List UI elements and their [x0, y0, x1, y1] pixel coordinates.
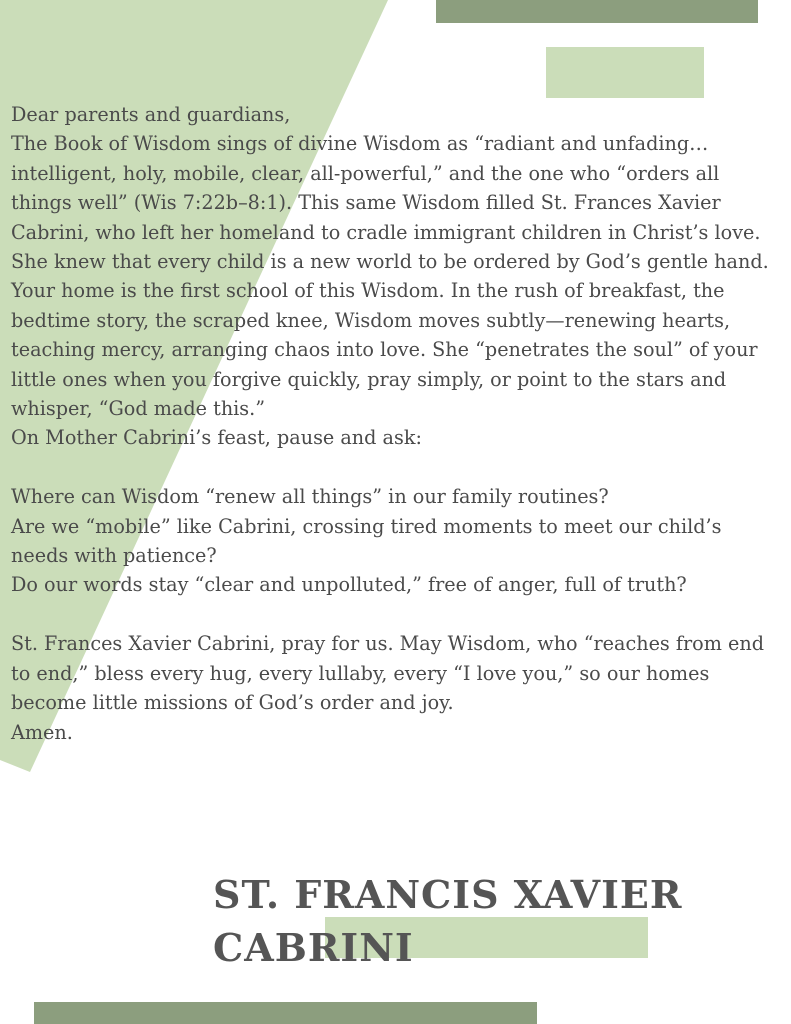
closing-prayer: St. Frances Xavier Cabrini, pray for us. May Wisdom, who “reaches from end to end,” bless every hug, every lullaby, every “I love you,” so our homes become little missions of God’s order and joy.	[11, 632, 764, 715]
spacer	[11, 600, 783, 629]
spacer	[11, 453, 783, 482]
bottom-dark-bar	[34, 1002, 537, 1024]
question-item: Do our words stay “clear and unpolluted,” free of anger, full of truth?	[11, 573, 687, 597]
greeting: Dear parents and guardians,	[11, 103, 291, 126]
top-dark-bar	[436, 0, 758, 23]
letter-body	[11, 100, 783, 747]
paragraph-home: Your home is the first school of this Wisdom. In the rush of breakfast, the bedtime story, the scraped knee, Wisdom moves subtly—renewing hearts, teaching mercy, arranging chaos into love. She “penetrates the soul” of your little ones when you forgive quickly, pray simply, or point to the stars and whisper, “God made this.”	[11, 279, 758, 421]
title-line-2: CABRINI	[213, 925, 414, 970]
question-item: Where can Wisdom “renew all things” in our family routines?	[11, 485, 609, 509]
paragraph-wisdom: The Book of Wisdom sings of divine Wisdom as “radiant and unfading… intelligent, holy, mobile, clear, all-powerful,” and the one who “orders all things well” (Wis 7:22b–8:1). This same Wisdom filled St. Frances Xavier Cabrini, who left her homeland to cradle immigrant children in Christ’s love. She knew that every child is a new world to be ordered by God’s gentle hand.	[11, 132, 769, 274]
reflection-prompt: On Mother Cabrini’s feast, pause and ask:	[11, 426, 422, 450]
top-light-block	[546, 47, 704, 98]
question-item: Are we “mobile” like Cabrini, crossing tired moments to meet our child’s needs with patience?	[11, 514, 722, 568]
amen: Amen.	[11, 720, 73, 744]
title-line-1: ST. FRANCIS XAVIER	[213, 872, 683, 917]
saint-title	[213, 868, 773, 974]
